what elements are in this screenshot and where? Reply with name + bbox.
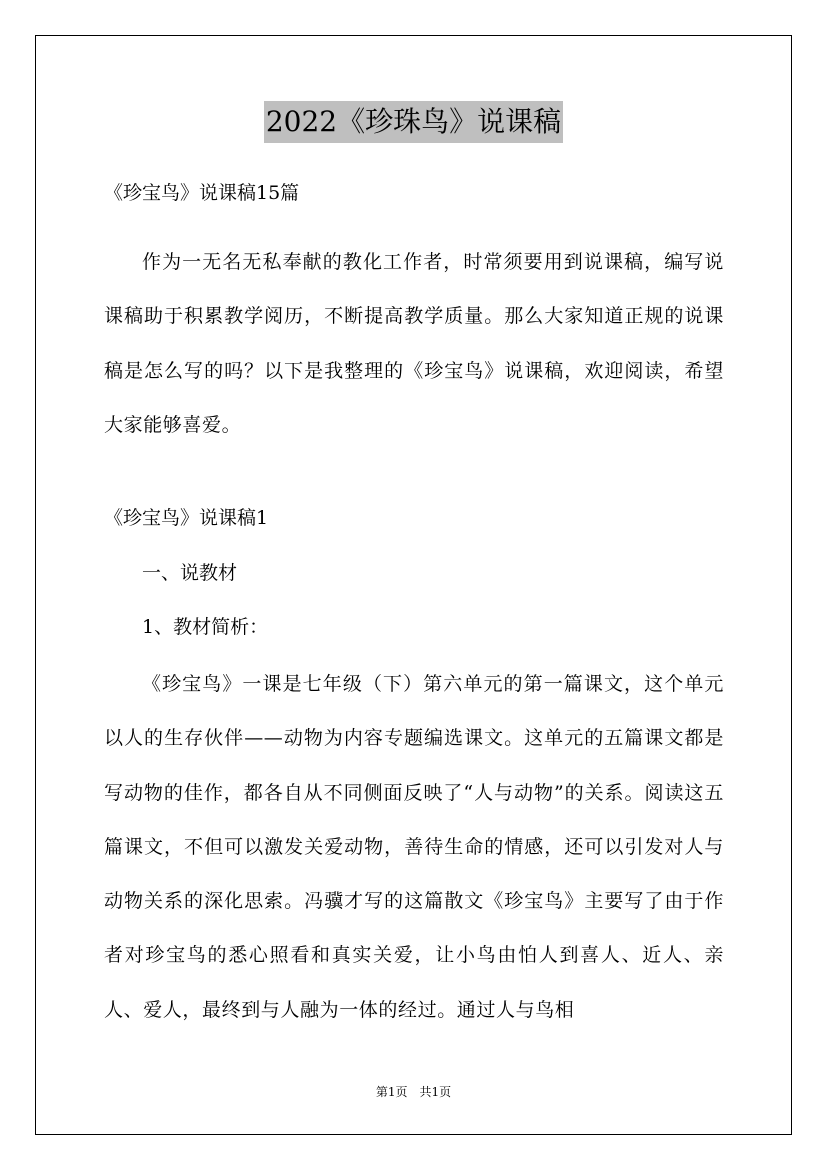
document-title: 2022《珍珠鸟》说课稿 — [264, 101, 563, 143]
intro-paragraph: 作为一无名无私奉献的教化工作者，时常须要用到说课稿，编写说课稿助于积累教学阅历，不断提高教学质量。那么大家知道正规的说课稿是怎么写的吗？以下是我整理的《珍宝鸟》说课稿，欢迎阅读，希望大家能够喜爱。 — [104, 251, 724, 436]
document-subtitle: 《珍宝鸟》说课稿15篇 — [104, 182, 300, 204]
section-heading: 《珍宝鸟》说课稿1 — [104, 507, 269, 529]
page-footer: 第1页 共1页 — [375, 1085, 452, 1099]
title-container — [0, 101, 827, 143]
subsection-heading-1: 一、说教材 — [142, 562, 238, 584]
body-paragraph: 《珍宝鸟》一课是七年级（下）第六单元的第一篇课文，这个单元以人的生存伙伴——动物为内容专题编选课文。这单元的五篇课文都是写动物的佳作，都各自从不同侧面反映了“人与动物”的关系。阅读这五篇课文，不但可以激发关爱动物，善待生命的情感，还可以引发对人与动物关系的深化思索。冯骥才写的这篇散文《珍宝鸟》主要写了由于作者对珍宝鸟的悉心照看和真实关爱，让小鸟由怕人到喜人、近人、亲人、爱人，最终到与人融为一体的经过。通过人与鸟相 — [104, 673, 724, 1021]
subsection-heading-2: 1、教材简析： — [142, 616, 269, 638]
